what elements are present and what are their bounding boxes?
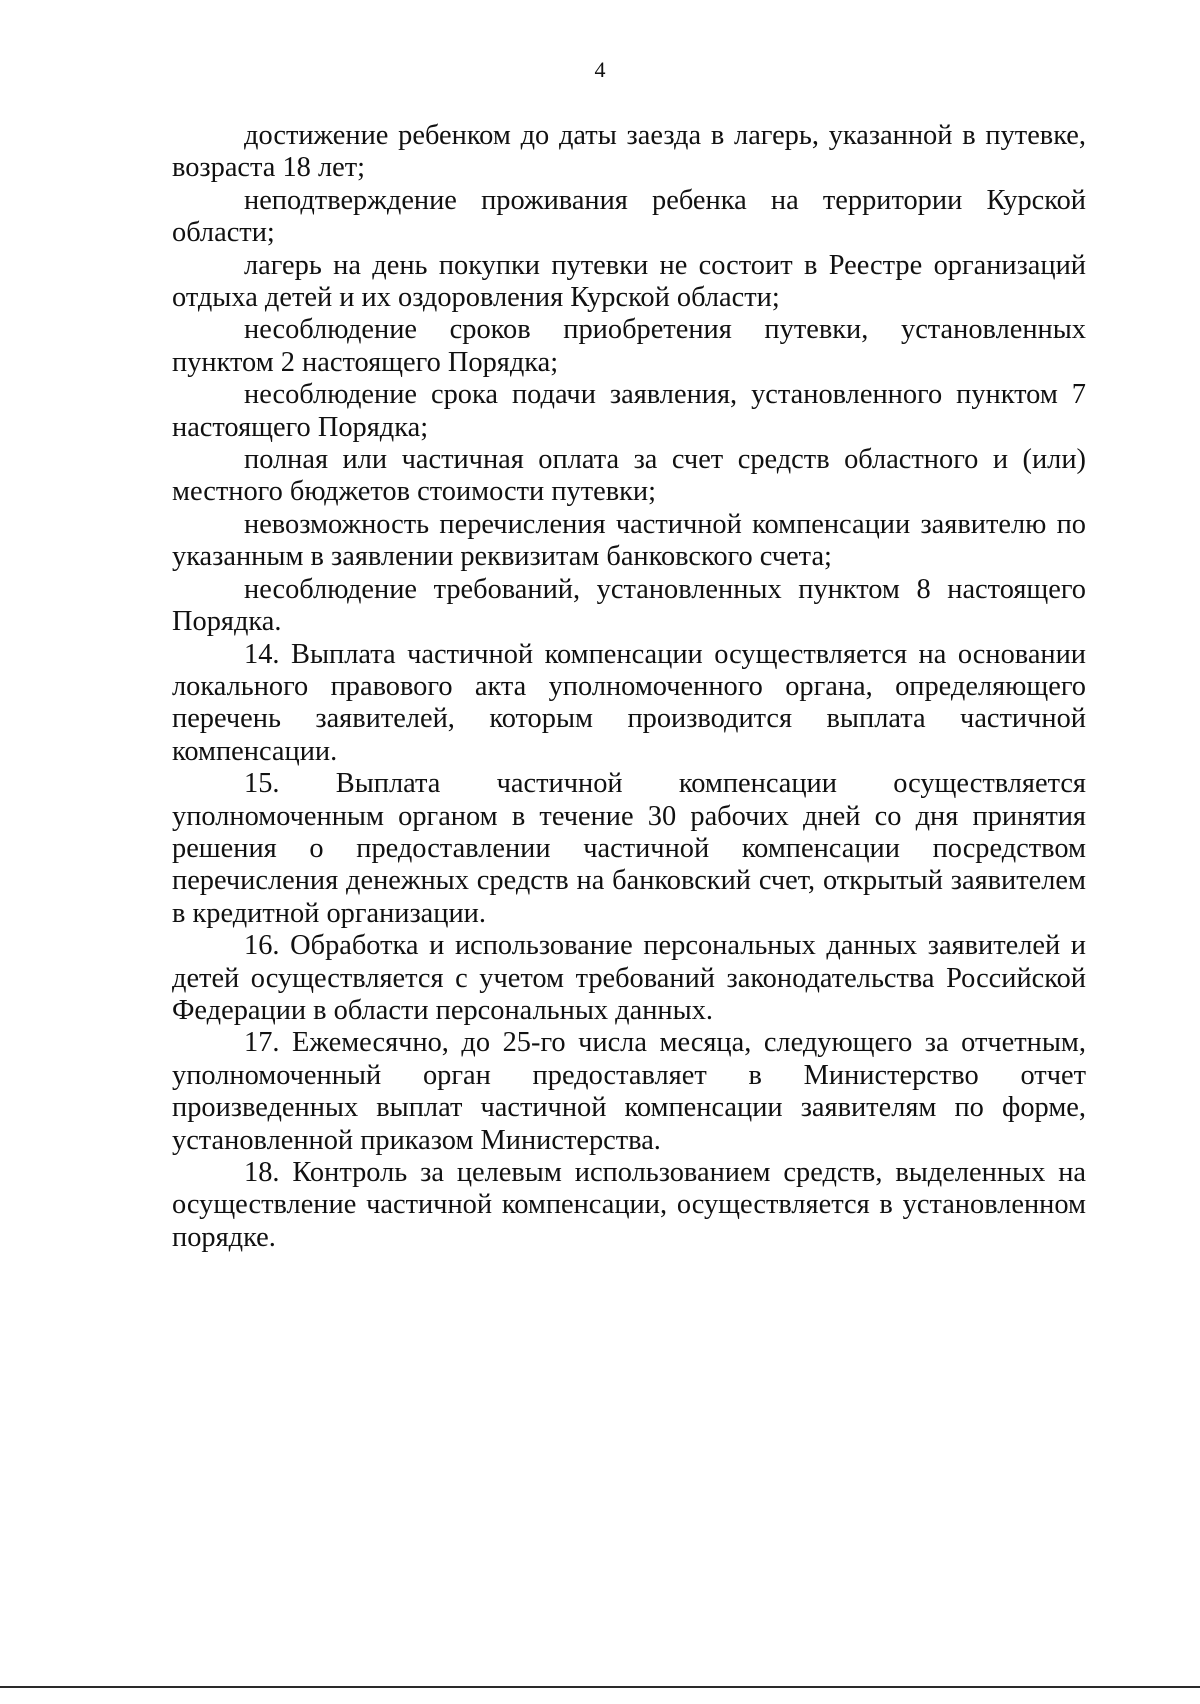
scan-edge-line	[0, 1686, 1200, 1688]
paragraph-item-17: 17. Ежемесячно, до 25-го числа месяца, следующего за отчетным, уполномоченный орган предоставляет в Министерство отчет произведенных выплат частичной компенсации заявителям по форме, установленной приказом Министерства.	[172, 1027, 1086, 1156]
paragraph-item-16: 16. Обработка и использование персональных данных заявителей и детей осуществляется с учетом требований законодательства Российской Федерации в области персональных данных.	[172, 930, 1086, 1026]
paragraph-application-term: несоблюдение срока подачи заявления, установленного пунктом 7 настоящего Порядка;	[172, 379, 1086, 443]
paragraph-residence: неподтверждение проживания ребенка на территории Курской области;	[172, 184, 1086, 249]
paragraph-camp-registry: лагерь на день покупки путевки не состоит в Реестре организаций отдыха детей и их оздоровления Курской области;	[172, 249, 1086, 314]
paragraph-purchase-terms: несоблюдение сроков приобретения путевки, установленных пунктом 2 настоящего Порядка;	[172, 314, 1086, 378]
paragraph-requirements: несоблюдение требований, установленных пунктом 8 настоящего Порядка.	[172, 573, 1086, 638]
paragraph-item-14: 14. Выплата частичной компенсации осуществляется на основании локального правового акта уполномоченного органа, определяющего перечень заявителей, которым производится выплата частичной компенсации.	[172, 638, 1086, 767]
paragraph-age-limit: достижение ребенком до даты заезда в лагерь, указанной в путевке, возраста 18 лет;	[172, 120, 1086, 184]
paragraph-budget-payment: полная или частичная оплата за счет средств областного и (или) местного бюджетов стоимости путевки;	[172, 444, 1086, 508]
paragraph-item-18: 18. Контроль за целевым использованием средств, выделенных на осуществление частичной компенсации, осуществляется в установленном порядке.	[172, 1157, 1086, 1253]
document-body	[172, 120, 1086, 1254]
paragraph-bank-details: невозможность перечисления частичной компенсации заявителю по указанным в заявлении реквизитам банковского счета;	[172, 508, 1086, 573]
paragraph-item-15: 15. Выплата частичной компенсации осуществляется уполномоченным органом в течение 30 рабочих дней со дня принятия решения о предоставлении частичной компенсации посредством перечисления денежных средств на банковский счет, открытый заявителем в кредитной организации.	[172, 768, 1086, 929]
page-number: 4	[594, 57, 606, 82]
